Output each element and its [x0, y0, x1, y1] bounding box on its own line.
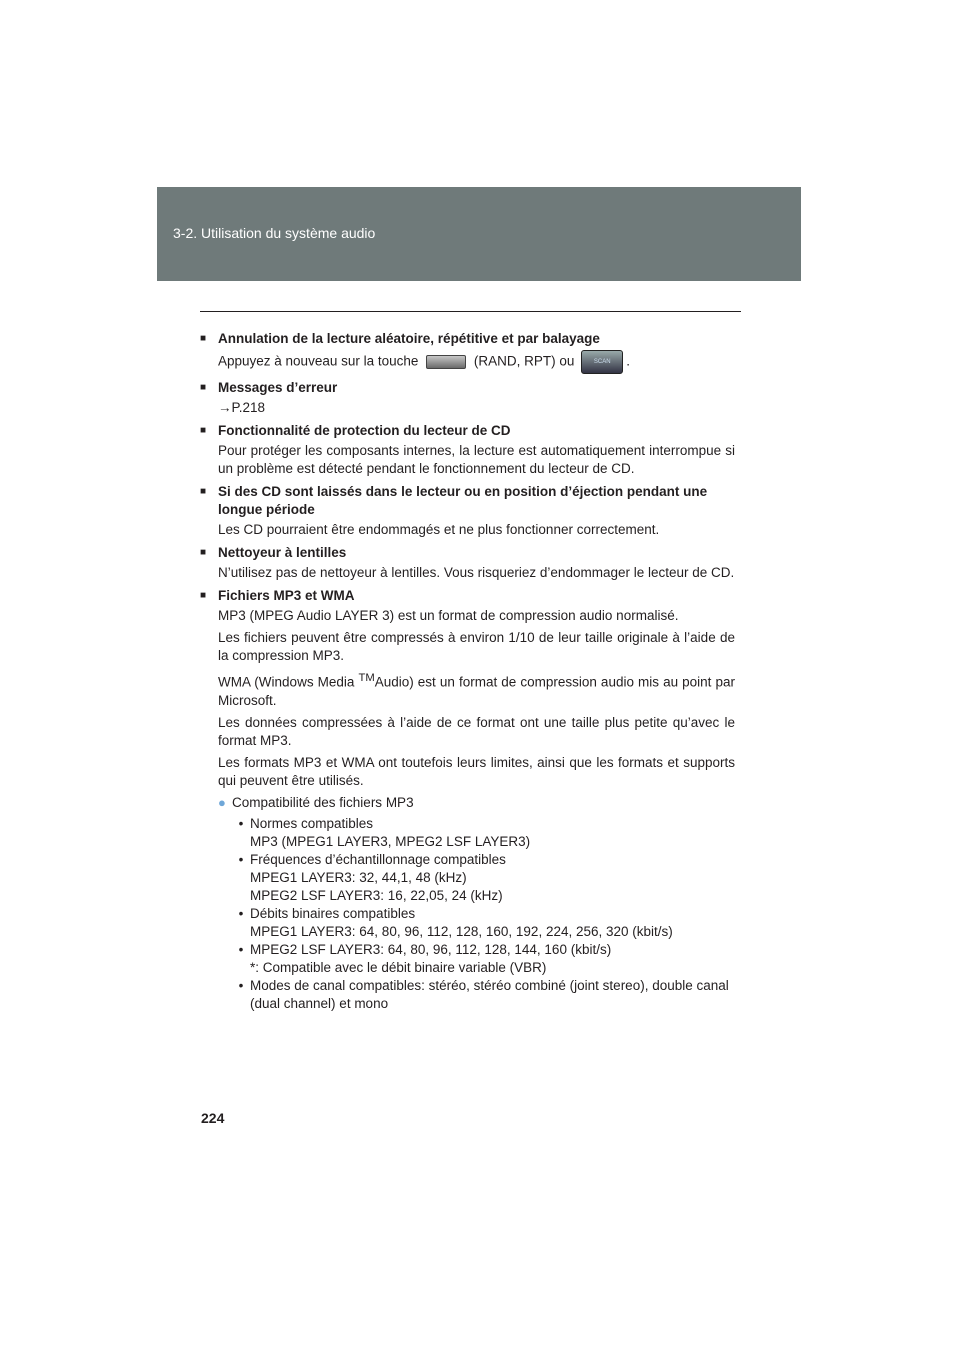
section-title: Si des CD sont laissés dans le lecteur ou en position d’éjection pendant une longue période: [218, 484, 708, 517]
page-content: [200, 330, 735, 1018]
section-title: Annulation de la lecture aléatoire, répétitive et par balayage: [218, 331, 600, 346]
divider: [200, 311, 741, 312]
section-error-messages: ■ Messages d’erreur →P.218: [200, 379, 735, 417]
trademark: TM: [358, 672, 375, 684]
section-cancel-random: ■ Annulation de la lecture aléatoire, répétitive et par balayage Appuyez à nouveau sur la touche (RAND, RPT) ou SCAN .: [200, 330, 735, 374]
section-mp3-wma: ■ Fichiers MP3 et WMA MP3 (MPEG Audio LAYER 3) est un format de compression audio normalisé. Les fichiers peuvent être compressés à environ 1/10 de leur taille originale à l’aide de la compression MP3. WMA (Windows Media ™Audio) est un format de compression audio mis au point par Microsoft. Les données compressées à l’aide de ce format ont une taille plus petite qu’avec le format MP3. Les formats MP3 et WMA ont toutefois leurs limites, ainsi que les formats et supports qui peuvent être utilisés. ● Compatibilité des fichiers MP3 • Normes compatibles MP3 (MPEG1 LAYER3, MPEG2 LSF LAYER3) • Fréquences d’échantillonnage compatibles MPEG1 LAYER3: 32, 44,1, 48 (kHz) MPEG2 LSF LAYER3: 16, 22,05, 24 (kHz) • Débits binaires compatibles MPEG1 LAYER3: 64, 80, 96, 112, 128, 160, 192, 224, 256, 320 (kbit/s) • MPEG2 LSF LAYER3: 64, 80, 96, 112, 128, 144, 160 (kbit/s) *: Compatible avec le débit binaire variable (VBR) • Modes de canal compatibles: stéréo, stéréo combiné (joint stereo), double canal (dual channel) et mono: [200, 588, 735, 1011]
section-title: Nettoyeur à lentilles: [218, 545, 347, 560]
rand-rpt-button-icon: [426, 355, 466, 369]
list-item: • Modes de canal compatibles: stéréo, stéréo combiné (joint stereo), double canal (dual channel) et mono: [238, 977, 729, 1011]
page-number: 224: [201, 1110, 225, 1126]
compat-list: [218, 815, 735, 1013]
section-cd-protection: ■ Fonctionnalité de protection du lecteur de CD Pour protéger les composants internes, la lecture est automatiquement interrompue si un problème est détecté pendant le fonctionnement du lecteur de CD.: [200, 423, 735, 476]
section-lens-cleaner: ■ Nettoyeur à lentilles N’utilisez pas de nettoyeur à lentilles. Vous risqueriez d’endommager le lecteur de CD.: [200, 545, 735, 580]
chapter-header: [157, 187, 801, 281]
chapter-title: 3-2. Utilisation du système audio: [173, 225, 376, 241]
list-item: • Débits binaires compatibles MPEG1 LAYER3: 64, 80, 96, 112, 128, 160, 192, 224, 256, 320 (kbit/s): [238, 905, 673, 939]
section-cd-left: ■ Si des CD sont laissés dans le lecteur ou en position d’éjection pendant une longue période Les CD pourraient être endommagés et ne plus fonctionner correctement.: [200, 483, 735, 539]
page-reference: →P.218: [218, 400, 266, 415]
bullet-heading: ● Compatibilité des fichiers MP3: [218, 794, 414, 810]
section-title: Fichiers MP3 et WMA: [218, 588, 355, 603]
list-item: • Fréquences d’échantillonnage compatibles MPEG1 LAYER3: 32, 44,1, 48 (kHz) MPEG2 LSF LAYER3: 16, 22,05, 24 (kHz): [238, 851, 506, 903]
bullet-dot-icon: ●: [218, 794, 226, 810]
scan-button-icon: SCAN: [581, 350, 623, 374]
section-title: Fonctionnalité de protection du lecteur de CD: [218, 423, 511, 438]
section-title: Messages d’erreur: [218, 380, 338, 395]
square-marker: ■: [200, 333, 207, 344]
list-item: • Normes compatibles MP3 (MPEG1 LAYER3, MPEG2 LSF LAYER3): [238, 815, 531, 849]
list-item: • MPEG2 LSF LAYER3: 64, 80, 96, 112, 128, 144, 160 (kbit/s) *: Compatible avec le débit binaire variable (VBR): [238, 941, 612, 975]
